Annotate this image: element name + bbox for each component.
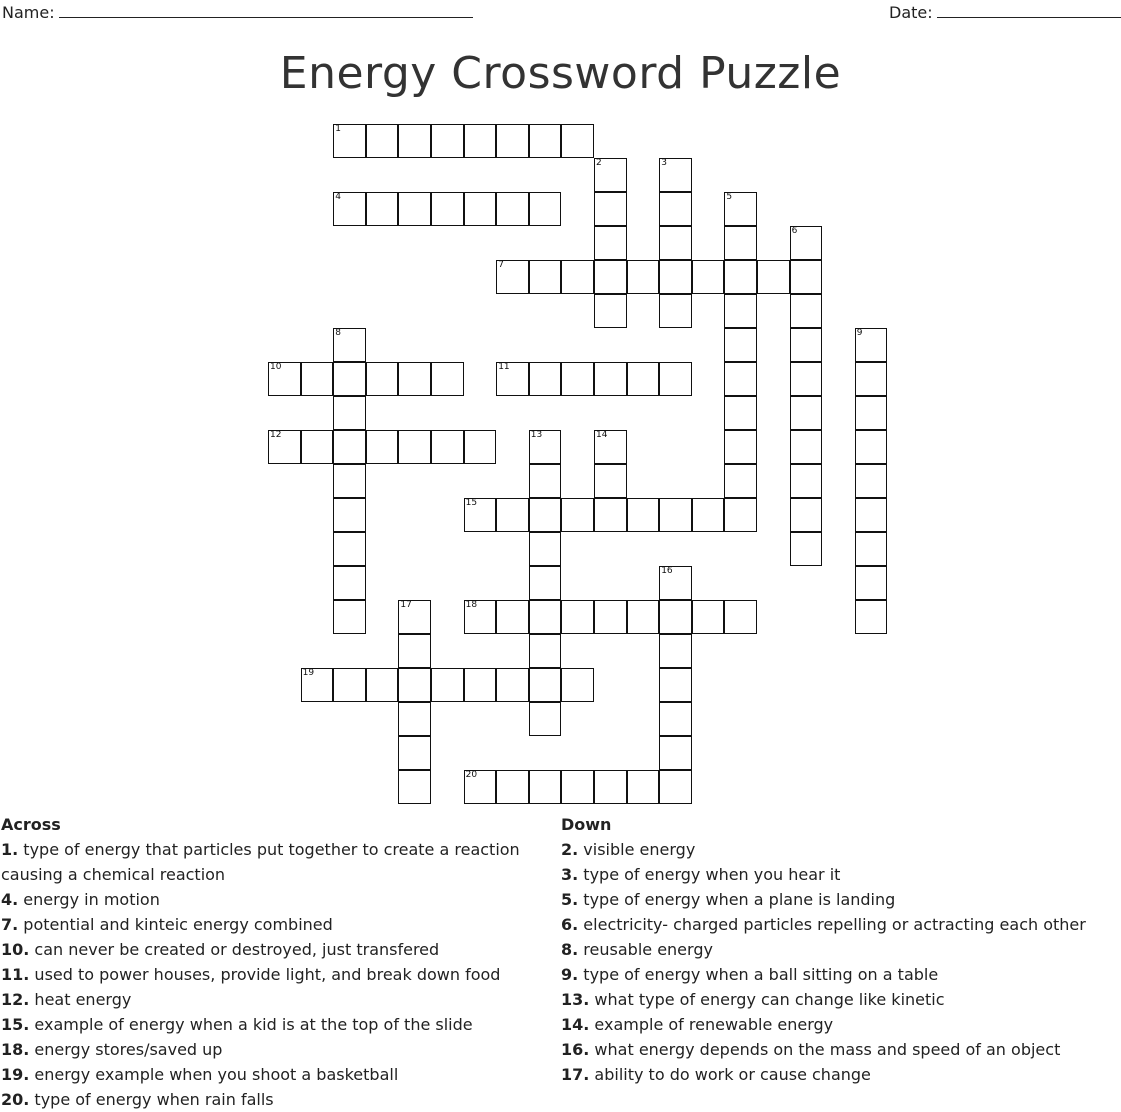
clue-item-text: potential and kinteic energy combined [18,915,333,934]
grid-cell[interactable] [627,770,660,804]
clue-item-text: type of energy when you hear it [578,865,841,884]
grid-cell[interactable] [724,464,757,498]
grid-cell[interactable] [659,362,692,396]
grid-cell[interactable] [398,192,431,226]
grid-cell[interactable] [301,430,334,464]
clue-number: 17 [400,600,412,610]
grid-cell[interactable] [398,430,431,464]
clue-item-number: 3. [561,865,579,884]
grid-cell[interactable] [529,702,562,736]
clue-item-number: 20. [1,1090,30,1109]
clue-item-text: energy example when you shoot a basketball [29,1065,399,1084]
clue-item-text: example of renewable energy [589,1015,834,1034]
grid-cell[interactable] [659,600,692,634]
grid-cell[interactable] [431,362,464,396]
clue-item [1,1062,541,1087]
grid-cell[interactable] [855,532,888,566]
clue-item-text: what type of energy can change like kinetic [589,990,945,1009]
clue-item [1,887,541,912]
down-heading: Down [561,815,612,834]
grid-cell[interactable] [398,634,431,668]
grid-cell[interactable] [594,158,627,192]
clue-number: 20 [465,770,478,780]
grid-cell[interactable] [659,260,692,294]
clue-number: 15 [465,498,478,508]
date-label: Date: [889,3,933,22]
clue-item-number: 15. [1,1015,30,1034]
clue-item-number: 2. [561,840,579,859]
clue-item-number: 1. [1,840,19,859]
across-clue-list [1,837,541,1112]
grid-cell[interactable] [724,226,757,260]
grid-cell[interactable] [333,124,366,158]
grid-cell[interactable] [659,498,692,532]
grid-cell[interactable] [659,702,692,736]
clue-item [1,837,541,887]
grid-cell[interactable] [659,770,692,804]
grid-cell[interactable] [366,362,399,396]
grid-cell[interactable] [268,430,301,464]
grid-cell[interactable] [790,294,823,328]
grid-cell[interactable] [496,260,529,294]
clue-item [561,1062,1116,1087]
grid-cell[interactable] [333,396,366,430]
grid-cell[interactable] [301,668,334,702]
clue-item-text: energy in motion [18,890,160,909]
clue-number: 2 [596,158,602,168]
clue-item-number: 14. [561,1015,590,1034]
grid-cell[interactable] [333,566,366,600]
grid-cell[interactable] [398,736,431,770]
grid-cell[interactable] [529,192,562,226]
across-clues [1,812,541,1112]
grid-cell[interactable] [724,396,757,430]
grid-cell[interactable] [333,430,366,464]
grid-cell[interactable] [594,362,627,396]
grid-cell[interactable] [594,294,627,328]
clue-item-text: example of energy when a kid is at the top of the slide [29,1015,473,1034]
clue-item [1,987,541,1012]
grid-cell[interactable] [561,260,594,294]
clue-item-number: 11. [1,965,30,984]
grid-cell[interactable] [561,362,594,396]
grid-cell[interactable] [855,498,888,532]
clue-item-text: type of energy when rain falls [29,1090,274,1109]
clue-item-text: energy stores/saved up [29,1040,223,1059]
clue-number: 11 [498,362,510,372]
grid-cell[interactable] [790,464,823,498]
grid-cell[interactable] [398,124,431,158]
grid-cell[interactable] [333,498,366,532]
clue-item-number: 16. [561,1040,590,1059]
clue-item-number: 5. [561,890,579,909]
grid-cell[interactable] [724,294,757,328]
clue-number: 18 [465,600,478,610]
grid-cell[interactable] [561,770,594,804]
clue-item [561,887,1116,912]
grid-cell[interactable] [529,124,562,158]
grid-cell[interactable] [790,328,823,362]
clue-number: 10 [270,362,282,372]
clue-number: 3 [661,158,667,168]
clue-number: 4 [335,192,341,202]
clue-item [561,862,1116,887]
grid-cell[interactable] [724,192,757,226]
grid-cell[interactable] [398,668,431,702]
grid-cell[interactable] [529,634,562,668]
grid-cell[interactable] [855,566,888,600]
clue-item [1,1037,541,1062]
grid-cell[interactable] [333,600,366,634]
grid-cell[interactable] [659,294,692,328]
grid-cell[interactable] [659,668,692,702]
grid-cell[interactable] [561,668,594,702]
clue-item [1,937,541,962]
grid-cell[interactable] [333,328,366,362]
grid-cell[interactable] [464,600,497,634]
clue-item [561,1037,1116,1062]
grid-cell[interactable] [529,566,562,600]
grid-cell[interactable] [692,600,725,634]
grid-cell[interactable] [594,600,627,634]
clue-item-text: heat energy [29,990,132,1009]
clue-number: 1 [335,124,341,134]
clue-number: 12 [270,430,282,440]
clue-item-text: type of energy when a ball sitting on a table [578,965,939,984]
grid-cell[interactable] [398,770,431,804]
grid-cell[interactable] [431,192,464,226]
grid-cell[interactable] [333,668,366,702]
clue-item-number: 18. [1,1040,30,1059]
grid-cell[interactable] [529,770,562,804]
down-clues [561,812,1116,1087]
grid-cell[interactable] [529,260,562,294]
clue-item-number: 12. [1,990,30,1009]
grid-cell[interactable] [724,260,757,294]
grid-cell[interactable] [627,260,660,294]
clue-item-number: 13. [561,990,590,1009]
grid-cell[interactable] [333,464,366,498]
puzzle-title: Energy Crossword Puzzle [279,48,842,99]
grid-cell[interactable] [366,124,399,158]
clue-item-number: 19. [1,1065,30,1084]
grid-cell[interactable] [627,600,660,634]
grid-cell[interactable] [659,736,692,770]
clue-item-number: 9. [561,965,579,984]
clue-item-number: 6. [561,915,579,934]
grid-cell[interactable] [464,668,497,702]
clue-item-text: type of energy when a plane is landing [578,890,896,909]
grid-cell[interactable] [366,668,399,702]
grid-cell[interactable] [464,124,497,158]
grid-cell[interactable] [333,532,366,566]
clue-item [1,1012,541,1037]
grid-cell[interactable] [496,770,529,804]
grid-cell[interactable] [496,192,529,226]
grid-cell[interactable] [790,532,823,566]
clue-item [561,837,1116,862]
grid-cell[interactable] [659,634,692,668]
clue-number: 14 [596,430,608,440]
grid-cell[interactable] [855,464,888,498]
down-clue-list [561,837,1116,1087]
grid-cell[interactable] [594,430,627,464]
grid-cell[interactable] [594,464,627,498]
clue-item-number: 7. [1,915,19,934]
clue-item-number: 17. [561,1065,590,1084]
grid-cell[interactable] [594,226,627,260]
clue-item-text: visible energy [578,840,696,859]
grid-cell[interactable] [757,260,790,294]
grid-cell[interactable] [496,362,529,396]
grid-cell[interactable] [855,600,888,634]
grid-cell[interactable] [529,464,562,498]
grid-cell[interactable] [431,430,464,464]
grid-cell[interactable] [431,124,464,158]
grid-cell[interactable] [790,430,823,464]
grid-cell[interactable] [594,498,627,532]
grid-cell[interactable] [724,600,757,634]
grid-cell[interactable] [724,498,757,532]
grid-cell[interactable] [496,124,529,158]
grid-cell[interactable] [594,770,627,804]
grid-cell[interactable] [692,260,725,294]
grid-cell[interactable] [529,600,562,634]
grid-cell[interactable] [529,430,562,464]
grid-cell[interactable] [496,498,529,532]
clue-item [561,962,1116,987]
clue-item-text: can never be created or destroyed, just transfered [29,940,440,959]
grid-cell[interactable] [561,600,594,634]
clue-item-text: reusable energy [578,940,713,959]
clue-number: 8 [335,328,341,338]
grid-cell[interactable] [529,668,562,702]
grid-cell[interactable] [529,362,562,396]
clue-item-text: ability to do work or cause change [589,1065,871,1084]
grid-cell[interactable] [268,362,301,396]
grid-cell[interactable] [594,192,627,226]
clue-item [1,962,541,987]
clue-item-text: what energy depends on the mass and speed of an object [589,1040,1061,1059]
grid-cell[interactable] [496,668,529,702]
grid-cell[interactable] [855,430,888,464]
grid-cell[interactable] [398,362,431,396]
grid-cell[interactable] [659,192,692,226]
grid-cell[interactable] [659,226,692,260]
grid-cell[interactable] [366,430,399,464]
grid-cell[interactable] [790,260,823,294]
grid-cell[interactable] [398,702,431,736]
clue-item-number: 4. [1,890,19,909]
grid-cell[interactable] [790,396,823,430]
clue-item [1,1087,541,1112]
clue-item-number: 8. [561,940,579,959]
grid-cell[interactable] [333,192,366,226]
grid-cell[interactable] [659,566,692,600]
grid-cell[interactable] [464,498,497,532]
grid-cell[interactable] [561,124,594,158]
grid-cell[interactable] [627,362,660,396]
clue-number: 16 [661,566,673,576]
clue-item-text: type of energy that particles put together to create a reaction causing a chemical reaction [1,840,520,884]
grid-cell[interactable] [724,362,757,396]
grid-cell[interactable] [431,668,464,702]
grid-cell[interactable] [724,328,757,362]
clue-item [561,937,1116,962]
clue-item [561,1012,1116,1037]
grid-cell[interactable] [301,362,334,396]
across-heading: Across [1,815,61,834]
grid-cell[interactable] [659,158,692,192]
clue-number: 13 [530,430,543,440]
name-label: Name: [2,3,55,22]
grid-cell[interactable] [529,532,562,566]
grid-cell[interactable] [398,600,431,634]
grid-cell[interactable] [594,260,627,294]
grid-cell[interactable] [724,430,757,464]
clue-item-text: electricity- charged particles repelling or actracting each other [578,915,1086,934]
clue-number: 9 [856,328,863,338]
clue-number: 6 [791,226,798,236]
grid-cell[interactable] [627,498,660,532]
grid-cell[interactable] [855,362,888,396]
grid-cell[interactable] [464,770,497,804]
grid-cell[interactable] [790,226,823,260]
clue-number: 19 [302,668,315,678]
grid-cell[interactable] [790,362,823,396]
grid-cell[interactable] [529,498,562,532]
grid-cell[interactable] [464,430,497,464]
grid-cell[interactable] [496,600,529,634]
grid-cell[interactable] [692,498,725,532]
clue-item [561,987,1116,1012]
grid-cell[interactable] [855,328,888,362]
clue-item [1,912,541,937]
clue-item-number: 10. [1,940,30,959]
clue-item-text: used to power houses, provide light, and break down food [29,965,501,984]
grid-cell[interactable] [366,192,399,226]
grid-cell[interactable] [464,192,497,226]
grid-cell[interactable] [333,362,366,396]
clue-number: 5 [726,192,733,202]
clue-number: 7 [498,260,504,270]
clue-item [561,912,1116,937]
grid-cell[interactable] [790,498,823,532]
grid-cell[interactable] [855,396,888,430]
grid-cell[interactable] [561,498,594,532]
